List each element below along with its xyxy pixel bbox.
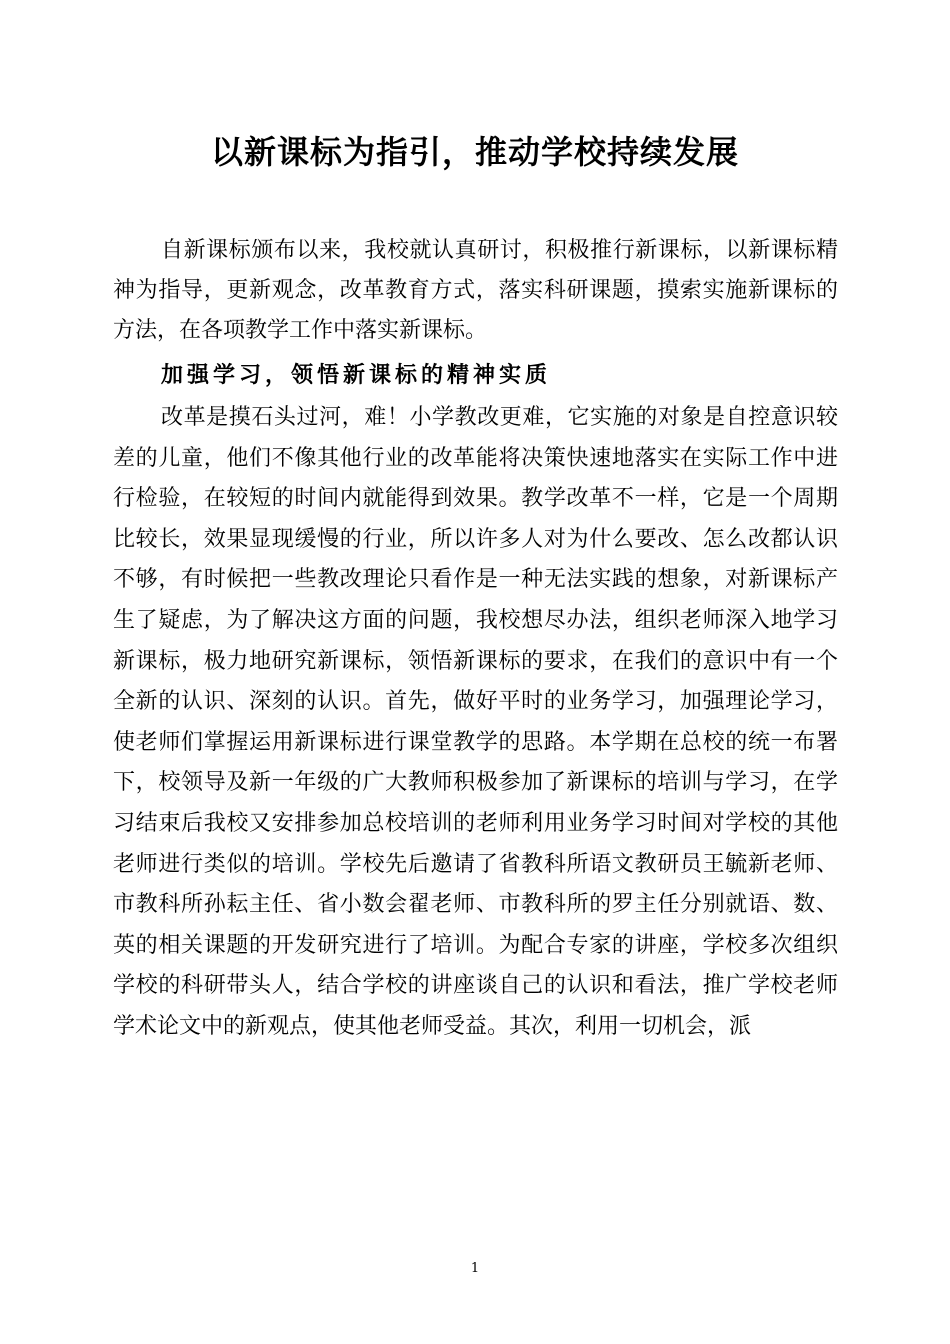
intro-paragraph: 自新课标颁布以来，我校就认真研讨，积极推行新课标，以新课标精神为指导，更新观念，改革教育方式，落实科研课题，摸索实施新课标的方法，在各项教学工作中落实新课标。: [113, 238, 838, 343]
document-title: 以新课标为指引，推动学校持续发展: [210, 133, 739, 171]
document-body: [113, 231, 838, 1048]
page-number: 1: [470, 1261, 480, 1276]
section-heading: 加强学习，领悟新课标的精神实质: [161, 362, 552, 388]
section-paragraph: 改革是摸石头过河，难！小学教改更难，它实施的对象是自控意识较差的儿童，他们不像其他行业的改革能将决策快速地落实在实际工作中进行检验，在较短的时间内就能得到效果。教学改革不一样，它是一个周期比较长，效果显现缓慢的行业，所以许多人对为什么要改、怎么改都认识不够，有时候把一些教改理论只看作是一种无法实践的想象，对新课标产生了疑虑，为了解决这方面的问题，我校想尽办法，组织老师深入地学习新课标，极力地研究新课标，领悟新课标的要求，在我们的意识中有一个全新的认识、深刻的认识。首先，做好平时的业务学习，加强理论学习，使老师们掌握运用新课标进行课堂教学的思路。本学期在总校的统一布署下，校领导及新一年级的广大教师积极参加了新课标的培训与学习，在学习结束后我校又安排参加总校培训的老师利用业务学习时间对学校的其他老师进行类似的培训。学校先后邀请了省教科所语文教研员王毓新老师、市教科所孙耘主任、省小数会翟老师、市教科所的罗主任分别就语、数、英的相关课题的开发研究进行了培训。为配合专家的讲座，学校多次组织学校的科研带头人，结合学校的讲座谈自己的认识和看法，推广学校老师学术论文中的新观点，使其他老师受益。其次，利用一切机会，派: [113, 405, 838, 1039]
